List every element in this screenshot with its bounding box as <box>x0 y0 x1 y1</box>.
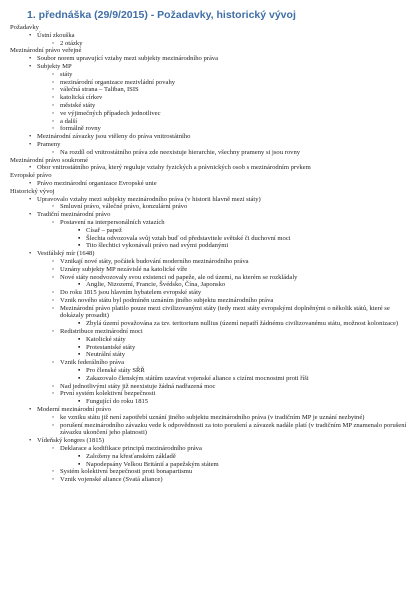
list-item-text: Mezinárodní právo soukromé <box>10 156 89 164</box>
list-item-text: Redistribuce mezinárodní moci <box>60 328 143 336</box>
list-item-text: Vznik federálního práva <box>60 359 125 367</box>
list-item <box>10 196 412 204</box>
bullet-square-icon: ▪ <box>78 351 81 359</box>
list-item <box>10 32 412 40</box>
bullet-circle-icon: ◦ <box>52 421 55 429</box>
bullet-circle-icon: ◦ <box>52 359 55 367</box>
bullet-circle-icon: ◦ <box>52 70 55 78</box>
list-item-text: Šlechta odvozovala svůj vztah buď od představitele světské či duchovní moci <box>86 234 291 242</box>
bullet-disc-icon: • <box>29 179 32 187</box>
list-item-text: porušení mezinárodního závazku vede k odpovědnosti za toto porušení a závazek nadále platí (v tradičním MP znamenalo porušení závazku ukončení jeho platnosti) <box>60 421 407 437</box>
bullet-circle-icon: ◦ <box>52 413 55 421</box>
list-item-text: Císař – papež <box>86 226 122 234</box>
list-item <box>10 297 412 305</box>
list-item <box>10 398 412 406</box>
list-item <box>10 55 412 63</box>
list-item <box>10 94 412 102</box>
bullet-square-icon: ▪ <box>78 242 81 250</box>
bullet-square-icon: ▪ <box>78 343 81 351</box>
list-item <box>10 63 412 71</box>
list-item-text: Mezinárodní právo platilo pouze mezi civilizovanými státy (tedy mezi státy evropskými doplněnými o několik států, které se dokázaly prosadit) <box>60 304 390 320</box>
list-item <box>10 445 412 453</box>
list-item <box>10 305 412 321</box>
bullet-circle-icon: ◦ <box>52 265 55 273</box>
list-item-text: Vznik nového státu byl podmíněn uznáním jiného subjektu mezinárodního práva <box>60 296 274 304</box>
bullet-disc-icon: • <box>29 62 32 70</box>
list-item-text: Tradiční mezinárodní právo <box>37 211 111 219</box>
list-item <box>10 164 412 172</box>
list-item-text: Mezinárodní závazky jsou vtěleny do práva vnitrostátního <box>37 133 191 141</box>
list-item-text: Protestantské státy <box>86 343 136 351</box>
list-item <box>10 180 412 188</box>
bullet-disc-icon: • <box>29 133 32 141</box>
bullet-square-icon: ▪ <box>78 226 81 234</box>
list-item-text: Uznány subjekty MP nezávislé na katolické víře <box>60 265 188 273</box>
list-item <box>10 250 412 258</box>
list-item-text: Evropské právo <box>10 172 52 180</box>
list-item-text: Zbylá území považována za tzv. teritorium nullius (území nepatří žádnému civilizovanému státu, možnost kolonizace) <box>86 320 399 328</box>
bullet-circle-icon: ◦ <box>52 390 55 398</box>
bullet-disc-icon: • <box>29 211 32 219</box>
list-item <box>10 383 412 391</box>
bullet-square-icon: ▪ <box>78 452 81 460</box>
list-item-text: ke vzniku státu již není zapotřebí uznání jiného subjektu mezinárodního práva (v tradičním MP je uznání nezbytné) <box>60 413 365 421</box>
bullet-square-icon: ▪ <box>78 234 81 242</box>
list-item <box>10 437 412 445</box>
bullet-circle-icon: ◦ <box>52 296 55 304</box>
bullet-disc-icon: • <box>29 437 32 445</box>
bullet-square-icon: ▪ <box>78 398 81 406</box>
list-item <box>10 141 412 149</box>
list-item-text: Postavení na interpersonálních vztazích <box>60 218 165 226</box>
list-item <box>10 320 412 328</box>
list-item <box>10 266 412 274</box>
list-item-text: Požadavky <box>10 24 39 31</box>
list-item-text: První systém kolektivní bezpečnosti <box>60 390 156 398</box>
list-item-text: katolická církev <box>60 94 103 102</box>
list-item <box>10 235 412 243</box>
section-heading <box>10 157 412 165</box>
list-item <box>10 86 412 94</box>
bullet-circle-icon: ◦ <box>52 94 55 102</box>
list-item <box>10 367 412 375</box>
bullet-circle-icon: ◦ <box>52 328 55 336</box>
list-item-text: mezinárodní organizace mezivládní povahy <box>60 78 176 86</box>
list-item-text: Neutrální státy <box>86 351 126 359</box>
bullet-circle-icon: ◦ <box>52 125 55 133</box>
list-item <box>10 242 412 250</box>
list-item-text: Do roku 1815 jsou hlavním hybatelem evropské státy <box>60 289 202 297</box>
notes-outline <box>10 24 412 484</box>
list-item-text: ve výjimečných případech jednotlivec <box>60 109 161 117</box>
bullet-circle-icon: ◦ <box>52 101 55 109</box>
bullet-disc-icon: • <box>29 406 32 414</box>
bullet-square-icon: ▪ <box>78 374 81 382</box>
section-heading <box>10 188 412 196</box>
list-item <box>10 461 412 469</box>
list-item-text: Deklarace a kodifikace principů mezinárodního práva <box>60 445 202 453</box>
bullet-circle-icon: ◦ <box>52 468 55 476</box>
bullet-square-icon: ▪ <box>78 335 81 343</box>
list-item <box>10 79 412 87</box>
bullet-disc-icon: • <box>29 195 32 203</box>
list-item-text: Historický vývoj <box>10 187 55 195</box>
list-item <box>10 414 412 422</box>
list-item-text: Mezinárodní právo veřejné <box>10 47 82 55</box>
bullet-disc-icon: • <box>29 31 32 39</box>
list-item-text: Zakazovalo členským státům uzavírat vojenské aliance s cizími mocnostmi proti říši <box>86 374 309 382</box>
list-item <box>10 258 412 266</box>
list-item-text: Napodepsány Velkou Británií a papežským státem <box>86 460 219 468</box>
list-item-text: Obor vnitrostátního práva, který reguluje vztahy fyzických a právnických osob s mezinárodním prvkem <box>37 164 311 172</box>
list-item-text: Nové státy neodvozovaly svou existenci od papeže, ale od území, na kterém se rozkládaly <box>60 273 298 281</box>
list-item-text: válečná strana – Taliban, ISIS <box>60 86 139 94</box>
bullet-circle-icon: ◦ <box>52 445 55 453</box>
bullet-square-icon: ▪ <box>78 281 81 289</box>
bullet-disc-icon: • <box>29 250 32 258</box>
list-item <box>10 289 412 297</box>
bullet-circle-icon: ◦ <box>52 203 55 211</box>
list-item <box>10 219 412 227</box>
section-heading <box>10 47 412 55</box>
bullet-circle-icon: ◦ <box>52 289 55 297</box>
list-item-text: Anglie, Nizozemí, Francie, Švédsko, Čína, Japonsko <box>86 281 226 289</box>
bullet-circle-icon: ◦ <box>52 78 55 86</box>
list-item-text: Nad jednotlivými státy již neexistuje žádná nadřazená moc <box>60 382 216 390</box>
list-item <box>10 203 412 211</box>
list-item <box>10 118 412 126</box>
list-item <box>10 406 412 414</box>
list-item <box>10 125 412 133</box>
section-heading <box>10 24 412 32</box>
list-item-text: Ústní zkouška <box>37 31 75 39</box>
list-item <box>10 211 412 219</box>
list-item <box>10 328 412 336</box>
list-item <box>10 227 412 235</box>
bullet-circle-icon: ◦ <box>52 39 55 47</box>
list-item <box>10 133 412 141</box>
list-item-text: Soubor norem upravující vztahy mezi subjekty mezinárodního práva <box>37 55 219 63</box>
bullet-disc-icon: • <box>29 140 32 148</box>
bullet-circle-icon: ◦ <box>52 86 55 94</box>
bullet-circle-icon: ◦ <box>52 273 55 281</box>
list-item <box>10 102 412 110</box>
list-item-text: Na rozdíl od vnitrostátního práva zde neexistuje hierarchie, všechny prameny si jsou rovny <box>60 148 301 156</box>
page-title: 1. přednáška (29/9/2015) - Požadavky, historický vývoj <box>27 9 296 21</box>
list-item <box>10 390 412 398</box>
list-item <box>10 40 412 48</box>
bullet-disc-icon: • <box>29 55 32 63</box>
list-item-text: Právo mezinárodní organizace Evropské unie <box>37 179 157 187</box>
list-item-text: Subjekty MP <box>37 62 72 70</box>
list-item <box>10 468 412 476</box>
bullet-circle-icon: ◦ <box>52 117 55 125</box>
list-item <box>10 71 412 79</box>
list-item-text: 2 otázky <box>60 39 83 47</box>
list-item-text: Založeny na křesťanském základě <box>86 452 176 460</box>
list-item-text: Katolické státy <box>86 335 126 343</box>
list-item-text: Pro členské státy SŘŘ <box>86 367 145 375</box>
list-item-text: Tito šlechtici vykonávali právo nad svými poddanými <box>86 242 229 250</box>
list-item <box>10 149 412 157</box>
bullet-circle-icon: ◦ <box>52 304 55 312</box>
list-item <box>10 281 412 289</box>
list-item-text: Moderní mezinárodní právo <box>37 406 111 414</box>
list-item-text: městské státy <box>60 101 96 109</box>
list-item-text: Vestfálský mír (1648) <box>37 250 95 258</box>
section-heading <box>10 172 412 180</box>
bullet-circle-icon: ◦ <box>52 218 55 226</box>
list-item-text: Systém kolektivní bezpečnosti proti bonapartismu <box>60 468 193 476</box>
list-item <box>10 359 412 367</box>
bullet-circle-icon: ◦ <box>52 257 55 265</box>
list-item-text: Prameny <box>37 140 61 148</box>
list-item-text: Smluvní právo, válečné právo, konzulární právo <box>60 203 188 211</box>
list-item-text: Vznik vojenské aliance (Svatá aliance) <box>60 476 163 484</box>
bullet-circle-icon: ◦ <box>52 109 55 117</box>
list-item <box>10 110 412 118</box>
bullet-square-icon: ▪ <box>78 320 81 328</box>
list-item <box>10 375 412 383</box>
list-item-text: formálně rovny <box>60 125 101 133</box>
list-item-text: a další <box>60 117 78 125</box>
list-item <box>10 453 412 461</box>
list-item-text: státy <box>60 70 73 78</box>
bullet-disc-icon: • <box>29 164 32 172</box>
bullet-circle-icon: ◦ <box>52 148 55 156</box>
list-item-text: Fungující do roku 1815 <box>86 398 149 406</box>
list-item-text: Vídeňský kongres (1815) <box>37 437 105 445</box>
list-item <box>10 351 412 359</box>
list-item <box>10 336 412 344</box>
list-item <box>10 476 412 484</box>
list-item-text: Upravovalo vztahy mezi subjekty mezinárodního práva (v historii hlavně mezi státy) <box>37 195 261 203</box>
bullet-circle-icon: ◦ <box>52 382 55 390</box>
list-item-text: Vznikají nové státy, počátek budování moderního mezinárodního práva <box>60 257 249 265</box>
list-item <box>10 344 412 352</box>
bullet-circle-icon: ◦ <box>52 476 55 484</box>
bullet-square-icon: ▪ <box>78 367 81 375</box>
bullet-square-icon: ▪ <box>78 460 81 468</box>
list-item <box>10 422 412 438</box>
